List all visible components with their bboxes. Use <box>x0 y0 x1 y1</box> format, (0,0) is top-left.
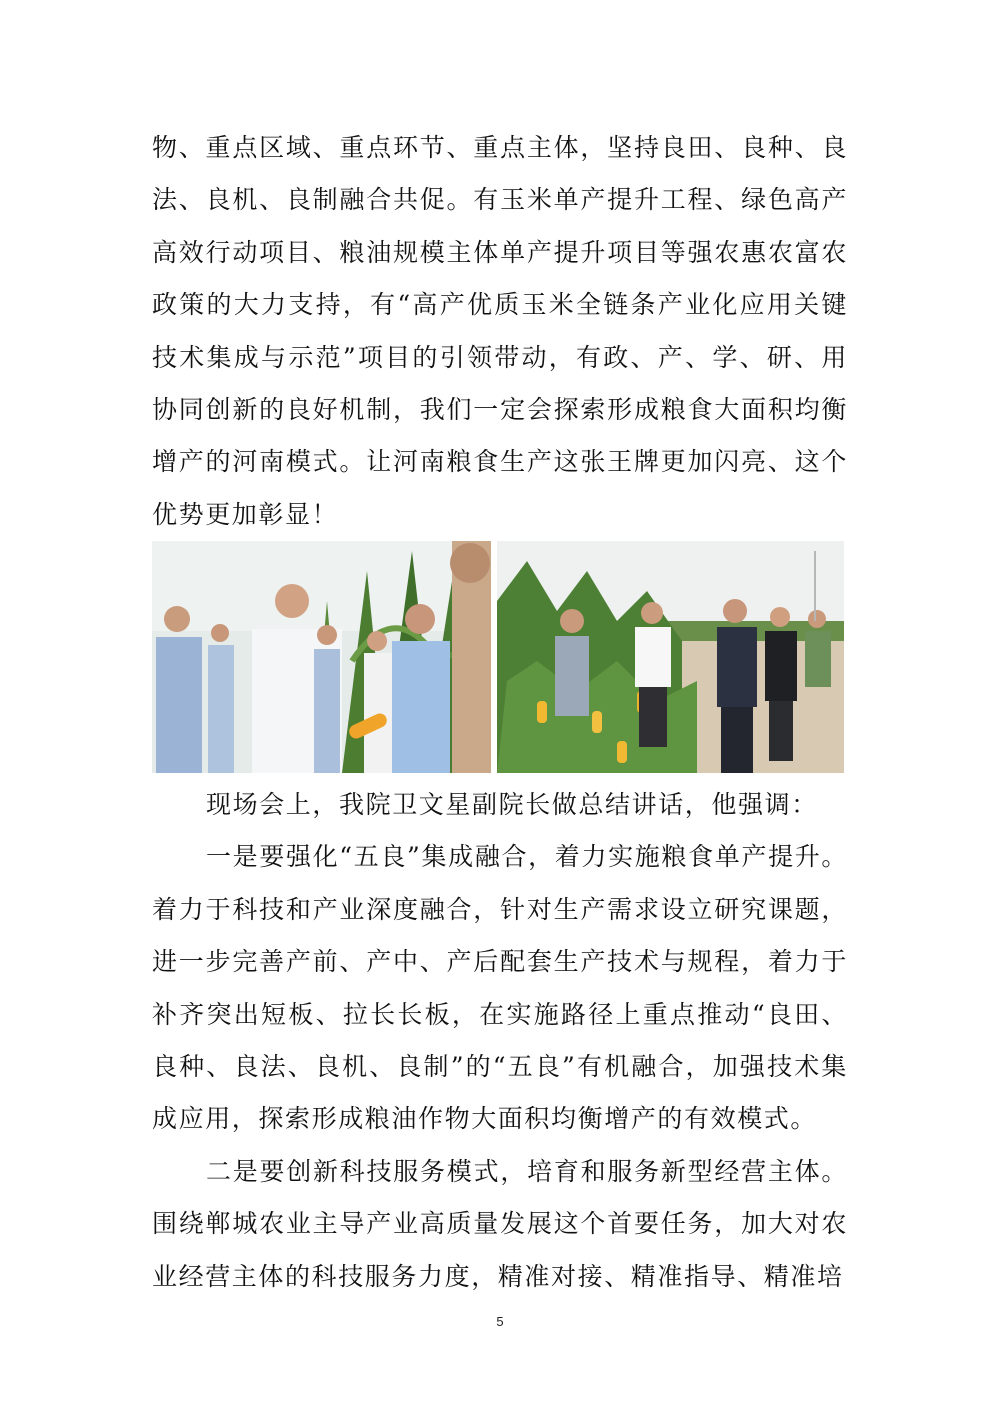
photo-row <box>152 541 844 773</box>
body-text-top <box>152 122 848 541</box>
paragraph: 二是要创新科技服务模式，培育和服务新型经营主体。围绕郸城农业主导产业高质量发展这个首要任务，加大对农业经营主体的科技服务力度，精准对接、精准指导、精准培 <box>152 1156 848 1291</box>
corn-field-photo-right <box>497 541 844 773</box>
page-number: 5 <box>496 1314 504 1329</box>
photo-field-inspection-left <box>152 541 491 773</box>
photo-field-inspection-right <box>497 541 844 773</box>
paragraph: 一是要强化“五良”集成融合，着力实施粮食单产提升。着力于科技和产业深度融合，针对生产需求设立研究课题，进一步完善产前、产中、产后配套生产技术与规程，着力于补齐突出短板、拉长长板，在实施路径上重点推动“良田、良种、良法、良机、良制”的“五良”有机融合，加强技术集成应用，探索形成粮油作物大面积均衡增产的有效模式。 <box>152 842 848 1134</box>
corn-field-photo-left <box>152 541 491 773</box>
body-text-bottom <box>152 779 848 1303</box>
paragraph: 现场会上，我院卫文星副院长做总结讲话，他强调： <box>206 790 818 819</box>
paragraph: 物、重点区域、重点环节、重点主体，坚持良田、良种、良法、良机、良制融合共促。有玉米单产提升工程、绿色高产高效行动项目、粮油规模主体单产提升项目等强农惠农富农政策的大力支持，有“高产优质玉米全链条产业化应用关键技术集成与示范”项目的引领带动，有政、产、学、研、用协同创新的良好机制，我们一定会探索形成粮食大面积均衡增产的河南模式。让河南粮食生产这张王牌更加闪亮、这个优势更加彰显！ <box>152 133 848 529</box>
